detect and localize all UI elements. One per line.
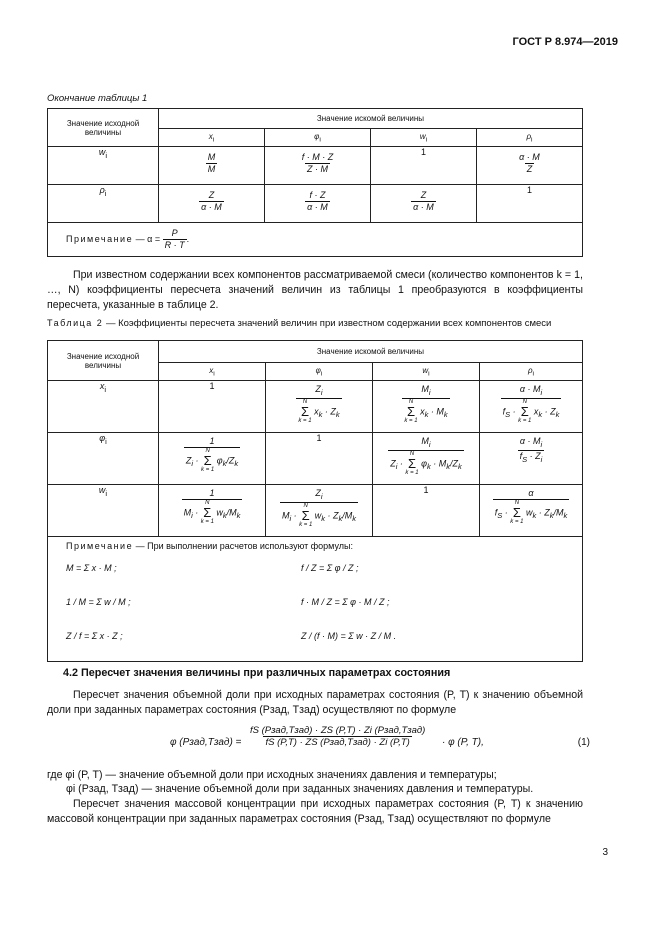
table2-cell-x-phi: $Z_i$ N Σ k = 1 $x_k \cdot Z_k$	[266, 381, 373, 433]
document-code: ГОСТ Р 8.974—2019	[512, 36, 618, 48]
where-line-1: где φi (P, T) — значение объемной доли при исходных значениях давления и температуры;	[47, 769, 497, 781]
table1-cell-w-w: 1	[371, 147, 477, 185]
table2-col-w: $w_i$	[373, 363, 480, 381]
table2-col-x: $x_i$	[159, 363, 266, 381]
table1-row-rho-label: $\rho_i$	[48, 185, 159, 223]
table2-cell-phi-rho: $\frac{\alpha \cdot M_i}{f_S \cdot Z_i}$	[480, 433, 583, 485]
table1-cell-rho-x: $\frac{Z}{\alpha \cdot M}$	[159, 185, 265, 223]
table1-cell-rho-phi: $\frac{f \cdot Z}{\alpha \cdot M}$	[265, 185, 371, 223]
table2-note: Примечание — При выполнении расчетов используют формулы: M = Σ x · M ; 1 / M = Σ w / M ; Z / f = Σ x · Z ; f / Z = Σ φ / Z ; f · M / Z = Σ φ · M / Z ; Z / (f · M) = Σ w · Z / M .	[48, 537, 583, 662]
page-number: 3	[602, 847, 608, 858]
table2-row-header: Значение исходной величины	[48, 341, 159, 381]
table1-col-x: $x_i$	[159, 129, 265, 147]
table2-cell-x-x: 1	[159, 381, 266, 433]
table1-col-rho: $\rho_i$	[477, 129, 583, 147]
table1-cell-rho-w: $\frac{Z}{\alpha \cdot M}$	[371, 185, 477, 223]
table1-note: Примечание — α = $\frac{P}{R \cdot T}$ .	[48, 223, 583, 257]
section-title: 4.2 Пересчет значения величины при различных параметрах состояния	[63, 667, 451, 679]
table1-col-phi: $\varphi_i$	[265, 129, 371, 147]
equation-number: (1)	[577, 737, 590, 748]
table1-row-header: Значение исходной величины	[48, 109, 159, 147]
table2-cell-phi-phi: 1	[266, 433, 373, 485]
paragraph-intro: При известном содержании всех компонентов рассматриваемой смеси (количество компонентов k = 1, …, N) коэффициенты пересчета значений величин из таблицы 1 преобразуются в коэффициенты пересчета, указанные в таблице 2.	[47, 269, 583, 311]
table2	[47, 340, 583, 662]
formula-right-1: f / Z = Σ φ / Z ;	[301, 563, 359, 573]
table1-col-w: $w_i$	[371, 129, 477, 147]
table2-row-phi-label: $\varphi_i$	[48, 433, 159, 485]
table1-cell-w-x: $\frac{M}{M}$	[159, 147, 265, 185]
table1-caption: Окончание таблицы 1	[47, 93, 148, 104]
equation-1: φ (Pзад,Tзад) = fS (Pзад,Tзад) · ZS (P,T) · Zi (Pзад,Tзад) fS (P,T) · ZS (Pзад,Tзад) · Zi (P,T) · φ (P, T), (1)	[170, 725, 590, 748]
table2-cell-phi-w: $M_i$ $Z_i$ · N Σ k = 1 $\varphi_k \cdot M_k/Z_k$	[373, 433, 480, 485]
table2-cell-phi-x: 1 $Z_i$ · N Σ k = 1 $\varphi_k/Z_k$	[159, 433, 266, 485]
table2-cell-x-rho: $\alpha \cdot M_i$ $f_S$ · N Σ k = 1 $x_k \cdot Z_k$	[480, 381, 583, 433]
table1-cell-w-phi: $\frac{f \cdot M \cdot Z}{Z \cdot M}$	[265, 147, 371, 185]
table2-col-phi: $\varphi_i$	[266, 363, 373, 381]
table2-row-x-label: $x_i$	[48, 381, 159, 433]
table2-cell-w-x: 1 $M_i$ · N Σ k = 1 $w_k/M_k$	[159, 485, 266, 537]
section-paragraph-1: Пересчет значения объемной доли при исходных параметрах состояния (P, T) к значению объемной доли при заданных параметрах состояния (Pзад, Tзад) осуществляют по формуле	[47, 689, 583, 716]
table1-group-header: Значение искомой величины	[159, 109, 583, 129]
formula-left-1: M = Σ x · M ;	[66, 563, 117, 573]
table1-row-w-label: $w_i$	[48, 147, 159, 185]
formula-left-3: Z / f = Σ x · Z ;	[66, 631, 123, 641]
table1	[47, 108, 583, 257]
formula-right-3: Z / (f · M) = Σ w · Z / M .	[301, 631, 397, 641]
formula-right-2: f · M / Z = Σ φ · M / Z ;	[301, 597, 390, 607]
table1-cell-w-rho: $\frac{\alpha \cdot M}{Z}$	[477, 147, 583, 185]
table2-row-w-label: $w_i$	[48, 485, 159, 537]
table1-cell-rho-rho: 1	[477, 185, 583, 223]
table2-caption: Таблица 2 — Коэффициенты пересчета значений величин при известном содержании всех компонентов смеси	[47, 318, 552, 329]
table2-cell-w-w: 1	[373, 485, 480, 537]
section-paragraph-2: Пересчет значения массовой концентрации при исходных параметрах состояния (P, T) к значению массовой концентрации при заданных параметрах состояния (Pзад, Tзад) осуществляют по формуле	[47, 798, 583, 825]
table2-cell-x-w: $M_i$ N Σ k = 1 $x_k \cdot M_k$	[373, 381, 480, 433]
table2-cell-w-phi: $Z_i$ $M_i$ · N Σ k = 1 $w_k \cdot Z_k/M_k$	[266, 485, 373, 537]
table2-cell-w-rho: α $f_S$ · N Σ k = 1 $w_k \cdot Z_k/M_k$	[480, 485, 583, 537]
table2-col-rho: $\rho_i$	[480, 363, 583, 381]
table2-group-header: Значение искомой величины	[159, 341, 583, 363]
formula-left-2: 1 / M = Σ w / M ;	[66, 597, 131, 607]
where-line-2: φi (Pзад, Tзад) — значение объемной доли при заданных значениях давления и температуры.	[66, 783, 534, 795]
